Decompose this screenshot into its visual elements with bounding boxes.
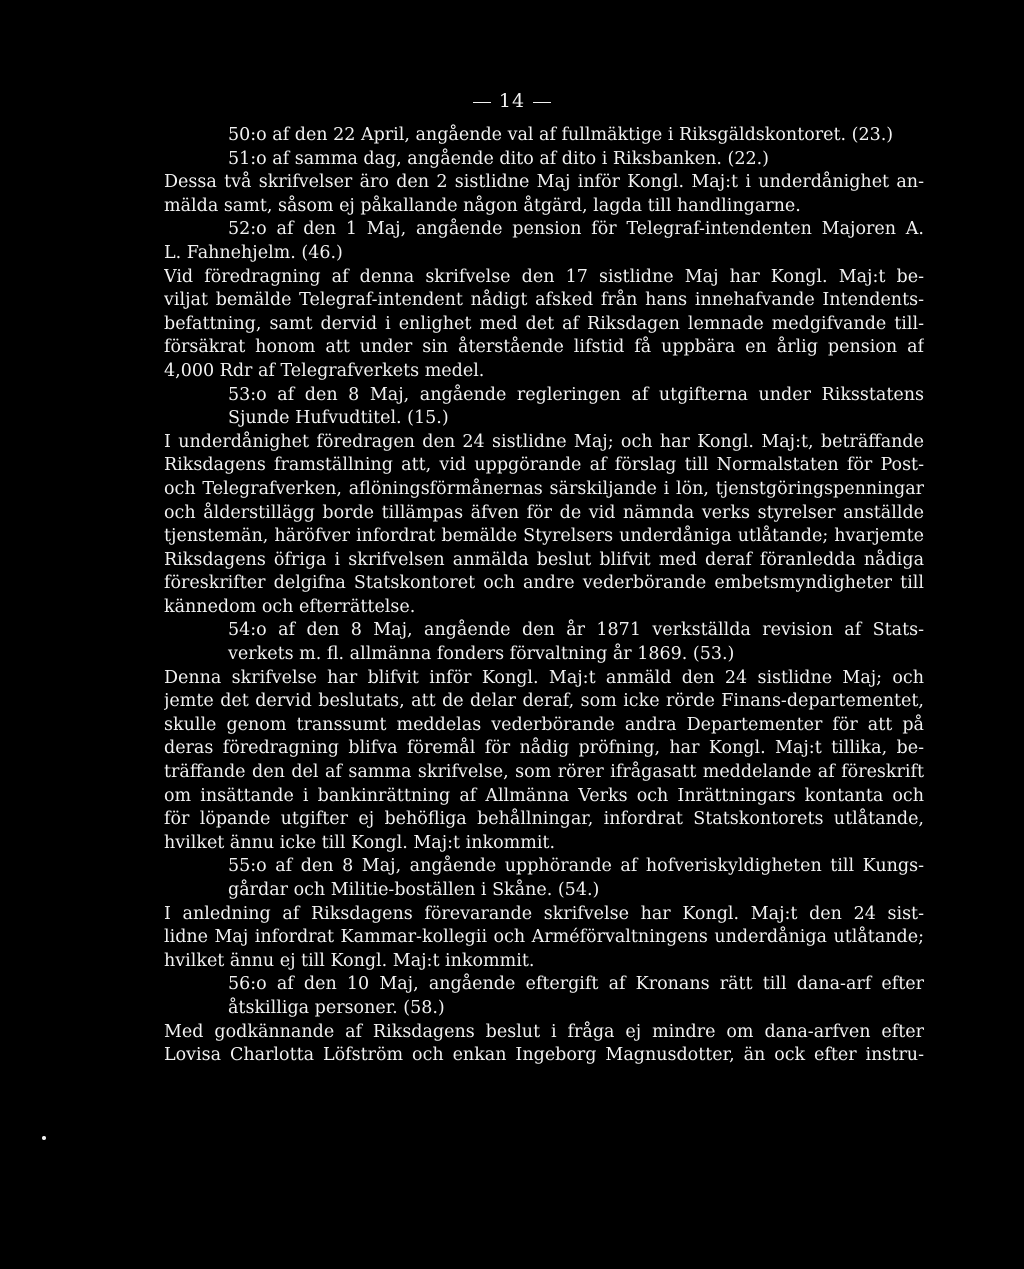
text-line: I anledning af Riksdagens förevarande skrifvelse har Kongl. Maj:t den 24 sist- (164, 903, 924, 924)
text-line: Med godkännande af Riksdagens beslut i fråga ej mindre om dana-arfven efter (164, 1021, 924, 1042)
text-line: verkets m. fl. allmänna fonders förvaltning år 1869. (53.) (228, 644, 735, 665)
text-line: deras föredragning blifva föremål för nådig pröfning, har Kongl. Maj:t tillika, be- (164, 738, 924, 759)
text-line: jemte det dervid beslutats, att de delar deraf, som icke rörde Finans-departementet, (164, 691, 924, 712)
stray-mark (42, 1136, 46, 1140)
text-line: kännedom och efterrättelse. (164, 596, 416, 617)
text-line: skulle genom transsumt meddelas vederbörande andra Departementer för att på (164, 714, 924, 735)
text-line: 4,000 Rdr af Telegrafverkets medel. (164, 360, 485, 381)
page-number-text: 14 (498, 90, 526, 112)
text-line: och ålderstillägg borde tillämpas äfven för de vid nämnda verks styrelser anställde (164, 502, 924, 523)
text-line: hvilket ännu ej till Kongl. Maj:t inkommit. (164, 950, 535, 971)
text-line: träffande den del af samma skrifvelse, som rörer ifrågasatt meddelande af föreskrift (164, 762, 924, 783)
text-line: 56:o af den 10 Maj, angående eftergift af Kronans rätt till dana-arf efter (228, 974, 924, 995)
text-line: Dessa två skrifvelser äro den 2 sistlidne Maj inför Kongl. Maj:t i underdånighet an- (164, 172, 924, 193)
text-line: viljat bemälde Telegraf-intendent nådigt afsked från hans innehafvande Intendents- (164, 290, 924, 311)
text-line: föreskrifter delgifna Statskontoret och andre vederbörande embetsmyndigheter till (164, 573, 924, 594)
text-line: 54:o af den 8 Maj, angående den år 1871 verkställda revision af Stats- (228, 620, 924, 641)
text-line: 55:o af den 8 Maj, angående upphörande af hofveriskyldigheten till Kungs- (228, 856, 924, 877)
text-line: om insättande i bankinrättning af Allmänna Verks och Inrättningars kontanta och (164, 785, 924, 806)
text-line: L. Fahnehjelm. (46.) (164, 242, 343, 263)
text-line: tjenstemän, häröfver infordrat bemälde Styrelsers underdåniga utlåtande; hvarjemte (164, 526, 924, 547)
text-line: försäkrat honom att under sin återstående lifstid få uppbära en årlig pension af (164, 337, 924, 358)
text-line: I underdånighet föredragen den 24 sistlidne Maj; och har Kongl. Maj:t, beträffande (164, 431, 924, 452)
page-number-dash-left (473, 102, 491, 103)
text-line: Riksdagens framställning att, vid uppgörande af förslag till Normalstaten för Post- (164, 455, 924, 476)
body-text (164, 124, 924, 1068)
text-line: och Telegrafverken, aflöningsförmånernas särskiljande i lön, tjenstgöringspenningar (164, 478, 924, 499)
page-number (0, 90, 1024, 112)
text-line: Riksdagens öfriga i skrifvelsen anmälda beslut blifvit med deraf föranledda nådiga (164, 549, 924, 570)
text-line: Lovisa Charlotta Löfström och enkan Ingeborg Magnusdotter, än ock efter instru- (164, 1045, 924, 1066)
page-number-dash-right (533, 102, 551, 103)
text-line: 51:o af samma dag, angående dito af dito i Riksbanken. (22.) (228, 148, 769, 169)
text-line: åtskilliga personer. (58.) (228, 997, 445, 1018)
text-line: Denna skrifvelse har blifvit inför Kongl. Maj:t anmäld den 24 sistlidne Maj; och (164, 667, 924, 688)
text-line: för löpande utgifter ej behöfliga behållningar, infordrat Statskontorets utlåtande, (164, 809, 924, 830)
text-line: Sjunde Hufvudtitel. (15.) (228, 408, 449, 429)
text-line: 50:o af den 22 April, angående val af fullmäktige i Riksgäldskontoret. (23.) (228, 125, 894, 145)
text-line: Vid föredragning af denna skrifvelse den 17 sistlidne Maj har Kongl. Maj:t be- (164, 266, 924, 287)
text-line: 52:o af den 1 Maj, angående pension för Telegraf-intendenten Majoren A. (228, 219, 924, 240)
text-line: 53:o af den 8 Maj, angående regleringen af utgifterna under Riksstatens (228, 384, 924, 405)
text-line: mälda samt, såsom ej påkallande någon åtgärd, lagda till handlingarne. (164, 195, 801, 216)
text-line: gårdar och Militie-boställen i Skåne. (54.) (228, 880, 600, 900)
text-line: hvilket ännu icke till Kongl. Maj:t inkommit. (164, 832, 556, 853)
text-line: lidne Maj infordrat Kammar-kollegii och Arméförvaltningens underdåniga utlåtande; (164, 927, 924, 948)
text-line: befattning, samt dervid i enlighet med det af Riksdagen lemnade medgifvande till- (164, 313, 924, 334)
